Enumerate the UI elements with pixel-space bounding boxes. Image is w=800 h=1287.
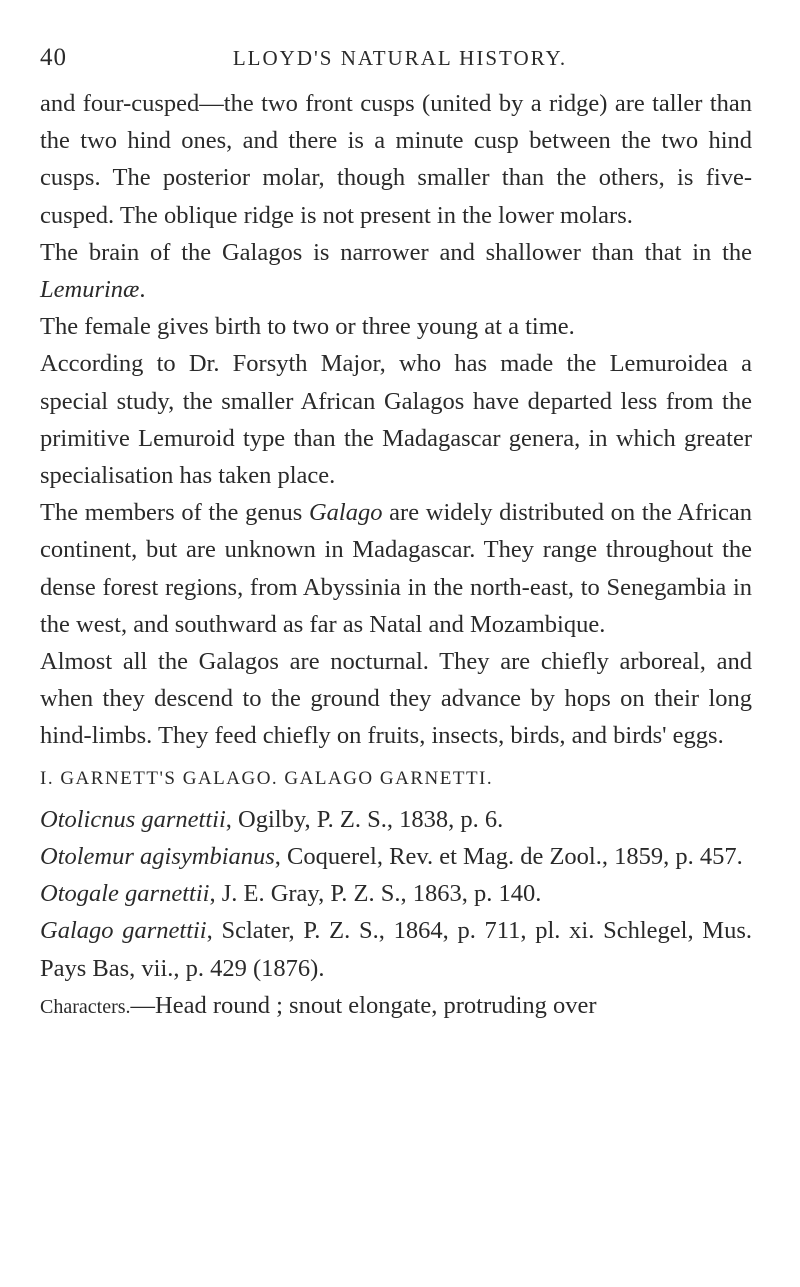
paragraph-distribution bbox=[40, 494, 752, 643]
synonym-entry bbox=[40, 875, 752, 912]
characters-text: —Head round ; snout elongate, protruding over bbox=[130, 991, 597, 1019]
synonym-entry bbox=[40, 838, 752, 875]
characters-label: Characters. bbox=[40, 995, 131, 1018]
synonym-citation: , Coquerel, Rev. et Mag. de Zool., 1859, p. 457. bbox=[274, 843, 743, 871]
paragraph-text: The female gives birth to two or three young at a time. bbox=[40, 313, 575, 341]
paragraph-text: Almost all the Galagos are nocturnal. They are chiefly arboreal, and when they descend to the ground they advance by hops on their long hind-limbs. They feed chiefly on fruits, insects, birds, and birds' eggs. bbox=[40, 648, 752, 750]
page-header bbox=[40, 44, 760, 84]
synonym-citation: , Ogilby, P. Z. S., 1838, p. 6. bbox=[225, 805, 504, 833]
synonym-name: Galago garnettii bbox=[40, 917, 207, 945]
italic-taxon: Lemurinæ bbox=[40, 276, 140, 304]
paragraph-text: According to Dr. Forsyth Major, who has made the Lemuroidea a special study, the smaller African Galagos have departed less from the primitive Lemuroid type than the Madagascar genera, in which greater specialisation has taken place. bbox=[40, 350, 752, 490]
paragraph-brain bbox=[40, 234, 752, 308]
synonym-name: Otogale garnettii bbox=[40, 880, 210, 908]
paragraph-habits bbox=[40, 643, 752, 755]
paragraph-text: . bbox=[139, 276, 146, 304]
italic-taxon: Galago bbox=[308, 499, 383, 527]
paragraph-forsyth-major bbox=[40, 345, 752, 494]
synonym-citation: , Sclater, P. Z. S., 1864, p. 711, pl. xi. Schlegel, Mus. Pays Bas, vii., p. 429 (1876). bbox=[40, 917, 752, 982]
page-number: 40 bbox=[40, 44, 67, 71]
page-body bbox=[40, 85, 752, 1026]
running-title: LLOYD'S NATURAL HISTORY. bbox=[232, 46, 568, 70]
paragraph-text: The members of the genus bbox=[40, 499, 309, 527]
synonym-entry bbox=[40, 801, 752, 838]
section-heading: I. GARNETT'S GALAGO. GALAGO GARNETTI. bbox=[40, 767, 494, 789]
paragraph-text: are widely distributed on the African continent, but are unknown in Madagascar. They range throughout the dense forest regions, from Abyssinia in the north-east, to Senegambia in the west, and southward as far as Natal and Mozambique. bbox=[40, 499, 752, 638]
paragraph-text: The brain of the Galagos is narrower and shallower than that in the bbox=[40, 238, 752, 266]
synonym-citation: , J. E. Gray, P. Z. S., 1863, p. 140. bbox=[209, 880, 542, 908]
synonym-entry bbox=[40, 912, 752, 986]
paragraph-text: and four-cusped—the two front cusps (united by a ridge) are taller than the two hind ones, and there is a minute cusp between the two hind cusps. The posterior molar, though smaller than the others, is five-cusped. The oblique ridge is not present in the lower molars. bbox=[40, 90, 752, 229]
paragraph-young bbox=[40, 308, 752, 345]
characters-paragraph bbox=[40, 987, 752, 1026]
synonym-name: Otolicnus garnettii bbox=[40, 805, 226, 833]
synonym-name: Otolemur agisymbianus bbox=[40, 843, 275, 871]
paragraph-molars bbox=[40, 85, 752, 234]
